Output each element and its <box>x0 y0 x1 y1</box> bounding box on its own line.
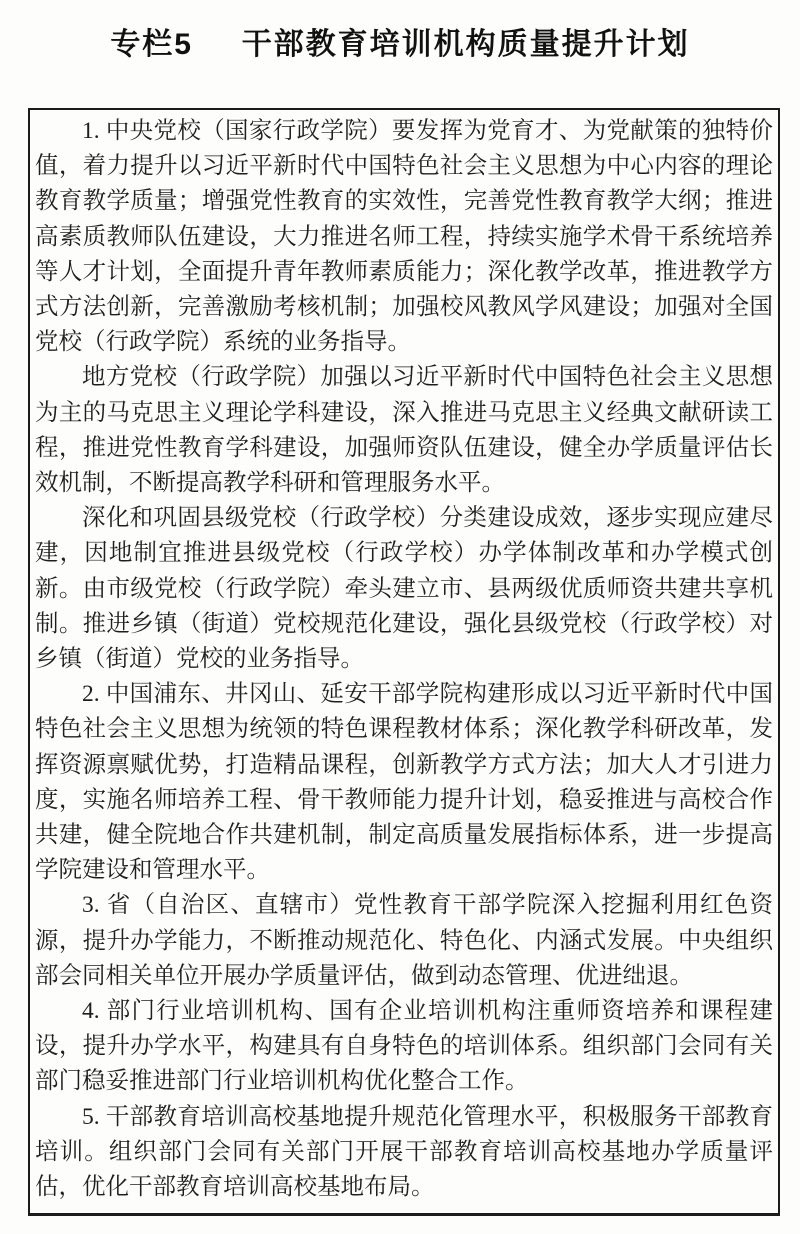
box-paragraph: 3. 省（自治区、直辖市）党性教育干部学院深入挖掘利用红色资源，提升办学能力，不断推动规范化、特色化、内涵式发展。中央组织部会同相关单位开展办学质量评估，做到动态管理、优进绌退。 <box>35 892 773 989</box>
box-paragraph: 4. 部门行业培训机构、国有企业培训机构注重师资培养和课程建设，提升办学水平，构建具有自身特色的培训体系。组织部门会同有关部门稳妥推进部门行业培训机构优化整合工作。 <box>35 998 773 1095</box>
content-box <box>28 108 780 1216</box>
box-paragraph: 深化和巩固县级党校（行政学校）分类建设成效，逐步实现应建尽建，因地制宜推进县级党校（行政学校）办学体制改革和办学模式创新。由市级党校（行政学院）牵头建立市、县两级优质师资共建共享机制。推进乡镇（街道）党校规范化建设，强化县级党校（行政学校）对乡镇（街道）党校的业务指导。 <box>35 505 773 673</box>
page-title <box>0 0 800 65</box>
box-paragraph: 1. 中央党校（国家行政学院）要发挥为党育才、为党献策的独特价值，着力提升以习近平新时代中国特色社会主义思想为中心内容的理论教育教学质量；增强党性教育的实效性，完善党性教育教学大纲；推进高素质教师队伍建设，大力推进名师工程，持续实施学术骨干系统培养等人才计划，全面提升青年教师素质能力；深化教学改革，推进教学方式方法创新，完善激励考核机制；加强校风教风学风建设；加强对全国党校（行政学院）系统的业务指导。 <box>35 118 773 356</box>
page-title-text: 干部教育培训机构质量提升计划 <box>241 28 690 61</box>
page-title-label: 专栏5 <box>110 28 193 61</box>
box-paragraph: 地方党校（行政学院）加强以习近平新时代中国特色社会主义思想为主的马克思主义理论学科建设，深入推进马克思主义经典文献研读工程，推进党性教育学科建设，加强师资队伍建设，健全办学质量评估长效机制，不断提高教学科研和管理服务水平。 <box>35 364 773 497</box>
box-paragraph: 5. 干部教育培训高校基地提升规范化管理水平，积极服务干部教育培训。组织部门会同有关部门开展干部教育培训高校基地办学质量评估，优化干部教育培训高校基地布局。 <box>35 1103 773 1201</box>
box-paragraph: 2. 中国浦东、井冈山、延安干部学院构建形成以习近平新时代中国特色社会主义思想为统领的特色课程教材体系；深化教学科研改革，发挥资源禀赋优势，打造精品课程，创新教学方式方法；加大人才引进力度，实施名师培养工程、骨干教师能力提升计划，稳妥推进与高校合作共建，健全院地合作共建机制，制定高质量发展指标体系，进一步提高学院建设和管理水平。 <box>35 681 773 884</box>
